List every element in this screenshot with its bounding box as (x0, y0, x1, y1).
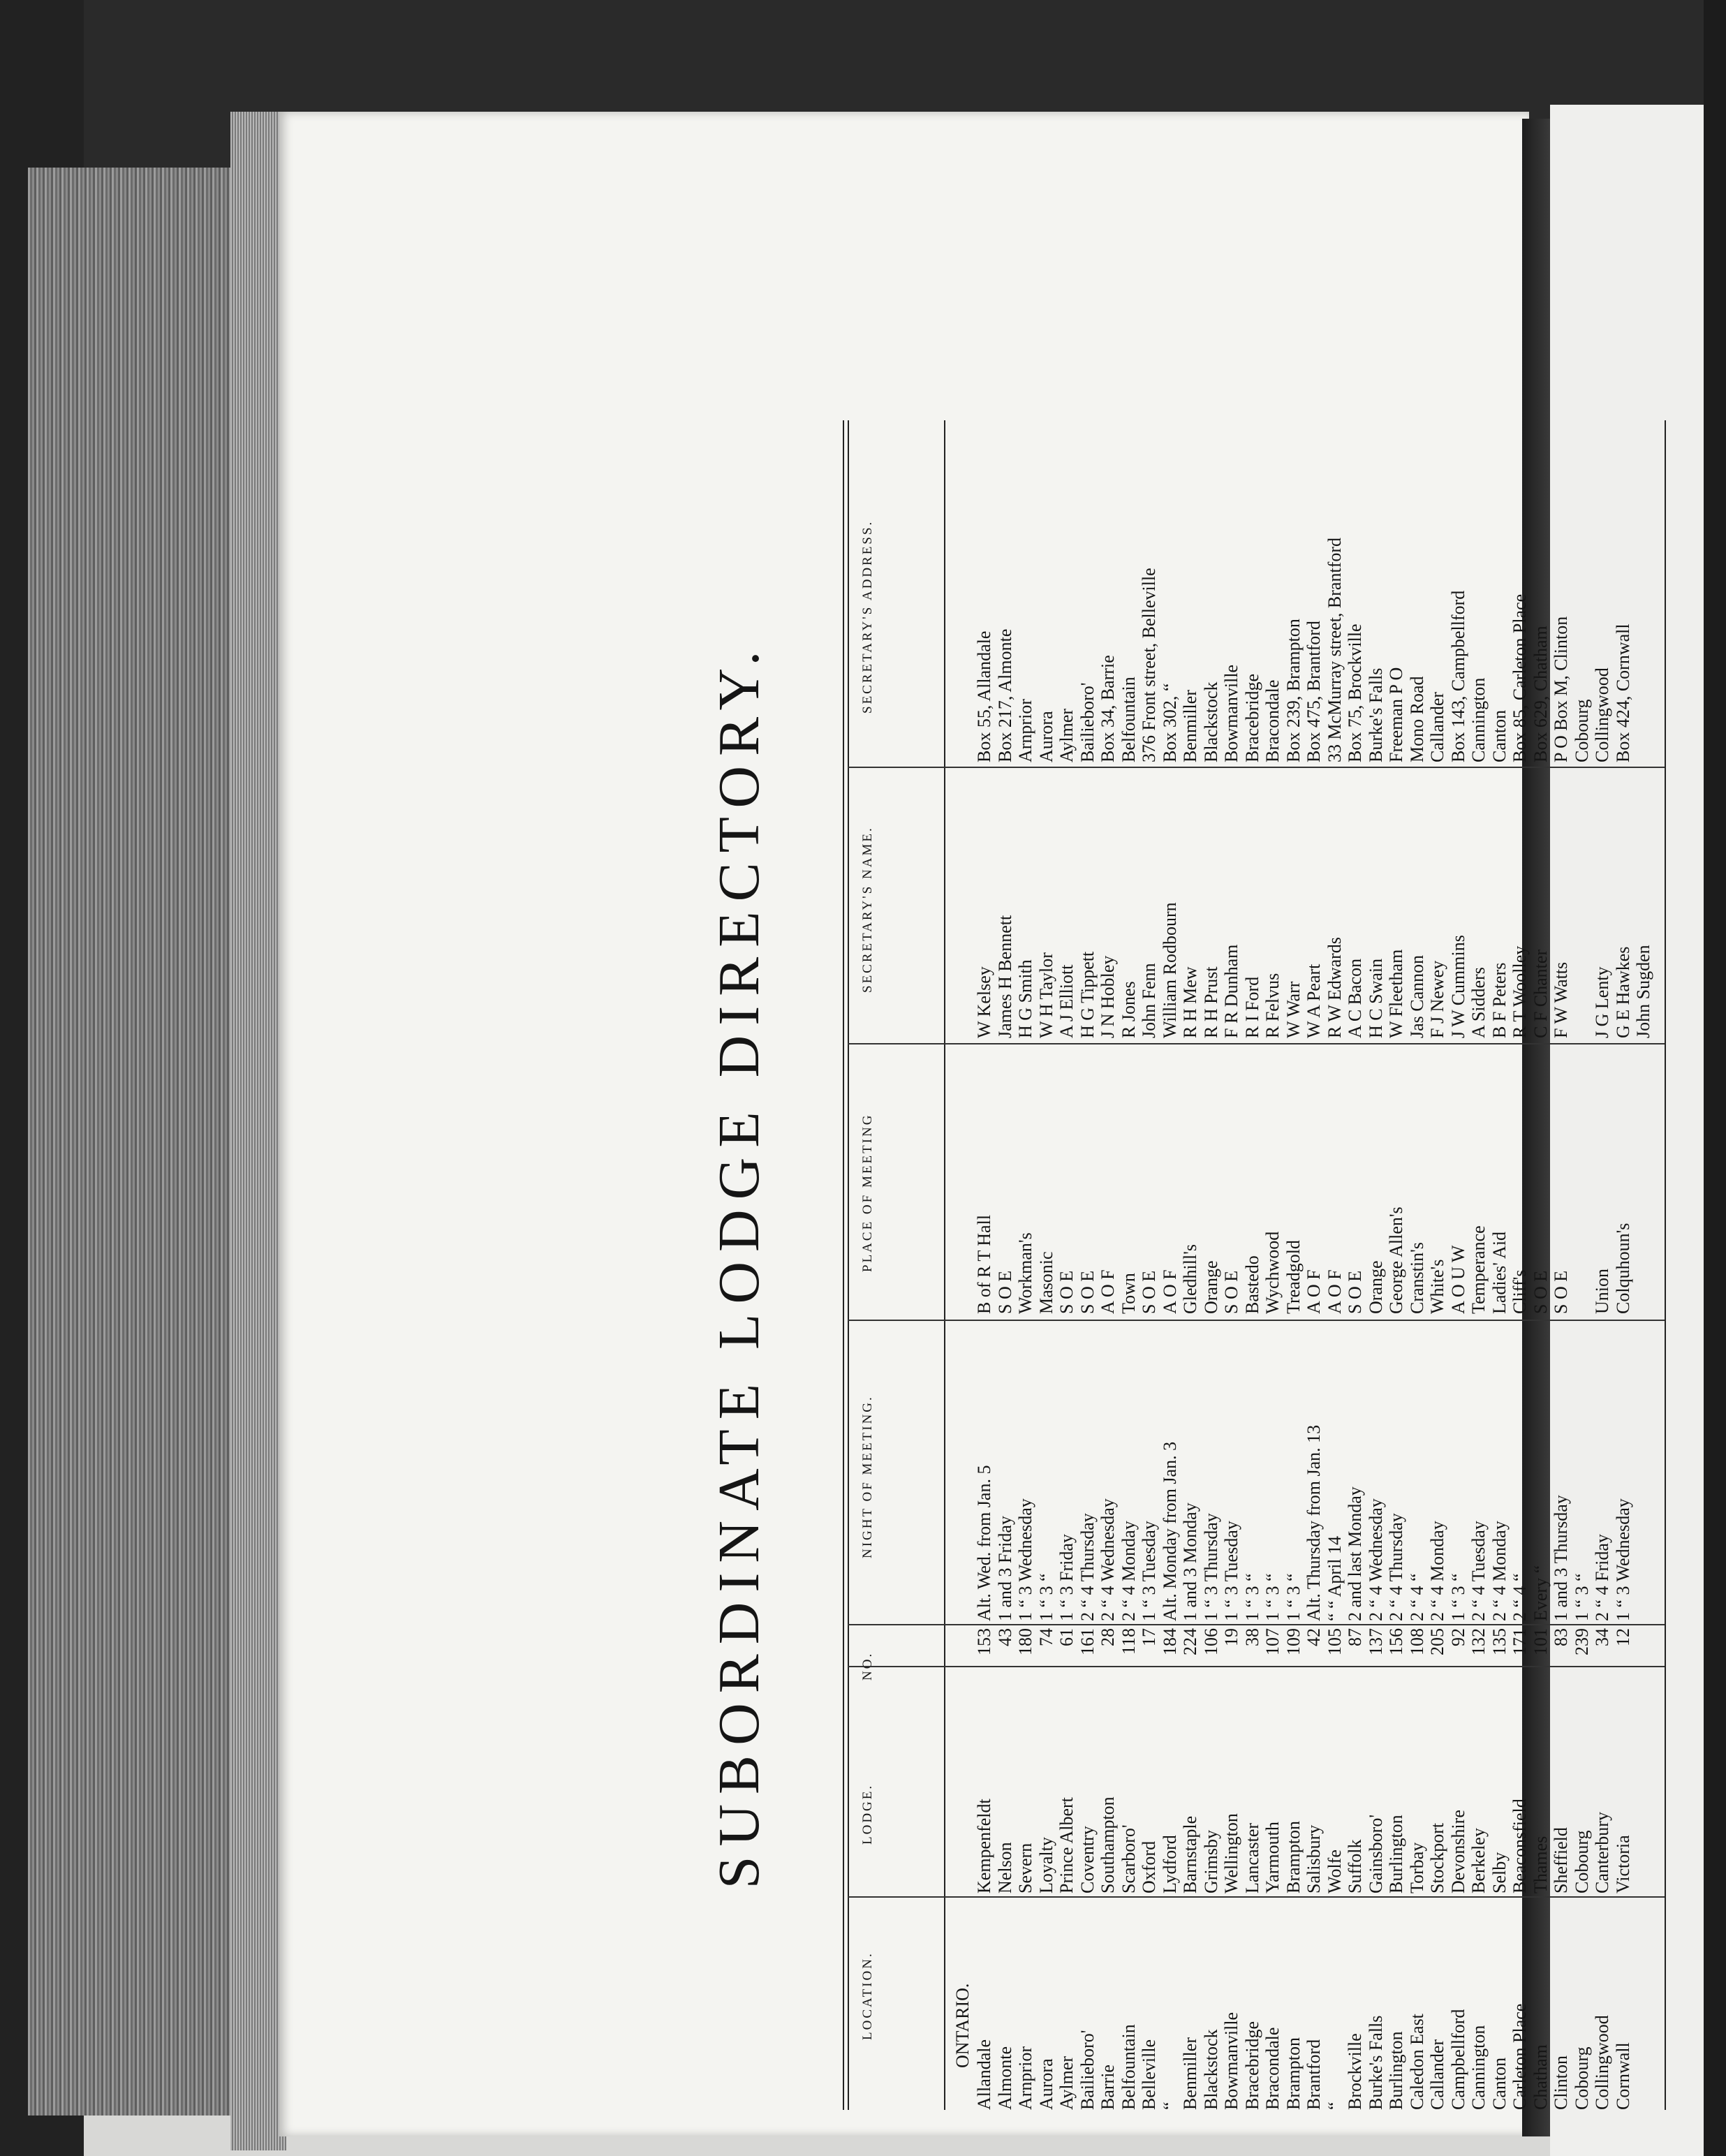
cell-address: Bracebridge (1241, 673, 1262, 762)
table-row (995, 420, 1015, 2110)
cell-place: Cliff's (1510, 1269, 1530, 1314)
cell-lodge: Canterbury (1592, 1812, 1612, 1893)
cell-lodge: Selby (1489, 1852, 1510, 1893)
cell-address: Box 75, Brockville (1345, 623, 1365, 762)
cell-night: 1 and 3 Thursday (1551, 1495, 1571, 1621)
table-row (1551, 420, 1571, 2110)
cell-night: 1 “ 3 “ (1035, 1573, 1056, 1621)
cell-night: 2 “ 4 Friday (1592, 1534, 1612, 1621)
cell-night: 1 “ 3 Wednesday (1015, 1498, 1035, 1621)
cell-lodge: Berkeley (1468, 1828, 1489, 1893)
cell-address: Blackstock (1200, 681, 1221, 762)
cell-no: 12 (1612, 1628, 1633, 1646)
cell-place: Union (1592, 1269, 1612, 1314)
cell-night: 2 “ 4 Tuesday (1468, 1521, 1489, 1621)
cell-lodge: Southampton (1098, 1796, 1118, 1893)
table-row (1530, 420, 1551, 2110)
cell-lodge: Stockport (1427, 1822, 1447, 1893)
cell-no: 108 (1406, 1628, 1427, 1655)
cell-no: 92 (1447, 1628, 1468, 1646)
table-row (1015, 420, 1035, 2110)
cell-name: William Rodbourn (1159, 902, 1180, 1038)
cell-place: Treadgold (1283, 1240, 1304, 1314)
cell-place: Town (1118, 1273, 1139, 1314)
cell-no: 87 (1345, 1628, 1365, 1646)
cell-name: W Fleetham (1386, 949, 1406, 1038)
cell-lodge: Salisbury (1304, 1824, 1324, 1893)
cell-location: Almonte (994, 2046, 1015, 2110)
cell-name: A J Elliott (1056, 964, 1077, 1038)
cell-place: S O E (1139, 1270, 1159, 1314)
cell-no: 161 (1077, 1628, 1098, 1655)
cell-location: Collingwood (1592, 2015, 1612, 2110)
cell-night: 1 “ 3 Tuesday (1139, 1521, 1159, 1621)
table-row (1201, 420, 1221, 2110)
cell-name: R H Mew (1180, 966, 1200, 1038)
cell-lodge: Lydford (1159, 1835, 1180, 1893)
cell-night: 2 “ 4 Monday (1427, 1521, 1447, 1621)
cell-location: Bailieboro' (1077, 2030, 1098, 2110)
cell-address: Collingwood (1592, 667, 1612, 762)
cell-no: 156 (1386, 1628, 1406, 1655)
cell-lodge: Prince Albert (1056, 1797, 1077, 1893)
cell-address: Aurora (1035, 711, 1056, 762)
cell-no: 132 (1468, 1628, 1489, 1655)
cell-place: Wychwood (1262, 1231, 1283, 1314)
cell-no: 105 (1324, 1628, 1345, 1655)
table-row (1448, 420, 1468, 2110)
cell-night: Alt. Wed. from Jan. 5 (974, 1465, 994, 1621)
cell-place: A O U W (1447, 1245, 1468, 1314)
cell-address: 376 Front street, Belleville (1139, 568, 1159, 762)
directory-document (693, 392, 1712, 2138)
cell-night: Alt. Monday from Jan. 3 (1159, 1441, 1180, 1621)
cell-location: Brockville (1345, 2033, 1365, 2110)
table-row (1345, 420, 1365, 2110)
cell-name: B F Peters (1489, 962, 1510, 1038)
header-night: NIGHT OF MEETING. (860, 1395, 875, 1558)
table-row (1489, 420, 1510, 2110)
cell-location: Callander (1427, 2039, 1447, 2110)
header-location: LOCATION. (860, 1951, 875, 2040)
header-no: NO. (860, 1651, 875, 1681)
cell-lodge: Wellington (1221, 1813, 1241, 1893)
table-row (1366, 420, 1386, 2110)
cell-no: 118 (1118, 1628, 1139, 1655)
cell-no: 135 (1489, 1628, 1510, 1655)
cell-no: 43 (994, 1628, 1015, 1646)
table-row (1242, 420, 1262, 2110)
cell-night: 2 “ 4 Wednesday (1365, 1498, 1386, 1621)
cell-location: Aylmer (1056, 2055, 1077, 2110)
cell-lodge: Suffolk (1345, 1839, 1365, 1893)
cell-address: Box 424, Cornwall (1612, 623, 1633, 762)
cell-location: Canton (1489, 2057, 1510, 2110)
cell-location: Benmiller (1180, 2037, 1200, 2110)
cell-place: S O E (1530, 1270, 1551, 1314)
table-row (1427, 420, 1447, 2110)
table-bottom-rule (1665, 420, 1666, 2110)
cell-no: 101 (1530, 1628, 1551, 1655)
cell-name: F J Newey (1427, 960, 1447, 1038)
cell-location: Bracebridge (1241, 2021, 1262, 2110)
cell-lodge: Nelson (994, 1842, 1015, 1893)
cell-location: Bracondale (1262, 2027, 1283, 2110)
cell-name: R H Prust (1200, 966, 1221, 1038)
header-place: PLACE OF MEETING (860, 1113, 875, 1272)
cell-no: 107 (1262, 1628, 1283, 1655)
cell-name: R I Ford (1241, 976, 1262, 1038)
cell-name: John Sugden (1633, 945, 1653, 1038)
cell-address: Benmiller (1180, 690, 1200, 762)
cell-name: J N Hobley (1098, 955, 1118, 1038)
cell-night: 1 “ 3 “ (1241, 1573, 1262, 1621)
cell-night: 2 and last Monday (1345, 1486, 1365, 1621)
cell-location: “ (1324, 2102, 1345, 2110)
cell-name: A C Bacon (1345, 958, 1365, 1038)
cell-location: Cannington (1468, 2025, 1489, 2110)
table-row (1407, 420, 1427, 2110)
cell-location: Belleville (1139, 2039, 1159, 2110)
cell-address: Box 302, “ (1159, 683, 1180, 762)
cell-night: 2 “ 4 Monday (1489, 1521, 1510, 1621)
cell-name: R T Woolley (1510, 945, 1530, 1038)
cell-no: 137 (1365, 1628, 1386, 1655)
cell-night: 2 “ 4 “ (1510, 1573, 1530, 1621)
cell-location: Brampton (1283, 2037, 1304, 2110)
cell-name: C F Chanter (1530, 949, 1551, 1038)
cell-location: Cornwall (1612, 2042, 1633, 2110)
cell-place: A O F (1098, 1269, 1118, 1314)
cell-night: 1 “ 3 Thursday (1200, 1513, 1221, 1621)
cell-place: S O E (1056, 1270, 1077, 1314)
cell-place: S O E (994, 1270, 1015, 1314)
cell-address: Bailieboro' (1077, 682, 1098, 762)
cell-no: 74 (1035, 1628, 1056, 1646)
cell-night: 1 “ 3 Tuesday (1221, 1521, 1241, 1621)
page-title: SUBORDINATE LODGE DIRECTORY. (707, 641, 772, 1889)
book-page-edges (28, 168, 237, 2116)
table-row (1221, 420, 1241, 2110)
cell-lodge: Torbay (1406, 1842, 1427, 1893)
cell-name: H C Swain (1365, 958, 1386, 1038)
cell-location: Allandale (974, 2039, 994, 2110)
cell-no: 106 (1200, 1628, 1221, 1655)
cell-night: 1 “ 3 “ (1571, 1573, 1592, 1621)
table-row (1468, 420, 1489, 2110)
cell-night: Every “ (1530, 1565, 1551, 1621)
cell-no: 171 (1510, 1628, 1530, 1655)
cell-place: George Allen's (1386, 1206, 1406, 1314)
cell-no: 17 (1139, 1628, 1159, 1646)
cell-location: Chatham (1530, 2044, 1551, 2110)
cell-location: Clinton (1551, 2055, 1571, 2110)
cell-place: Masonic (1035, 1251, 1056, 1314)
province-heading-row (952, 420, 973, 2110)
cell-no: 38 (1241, 1628, 1262, 1646)
table-row (1098, 420, 1118, 2110)
table-row (1160, 420, 1180, 2110)
header-name: SECRETARY'S NAME. (860, 826, 875, 993)
cell-name: W A Peart (1304, 963, 1324, 1038)
cell-night: 2 “ 4 Monday (1118, 1521, 1139, 1621)
cell-night: 1 and 3 Monday (1180, 1502, 1200, 1621)
cell-name: Jas Cannon (1406, 954, 1427, 1038)
cell-place: A O F (1304, 1269, 1324, 1314)
cell-place: Ladies' Aid (1489, 1231, 1510, 1314)
cell-name: J W Cummins (1447, 935, 1468, 1038)
cell-lodge: Kempenfeldt (974, 1799, 994, 1893)
table-row (1510, 420, 1530, 2110)
cell-address: P O Box M, Clinton (1551, 616, 1571, 762)
cell-address: Cobourg (1571, 699, 1592, 762)
cell-place: S O E (1345, 1270, 1365, 1314)
cell-lodge: Lancaster (1241, 1822, 1262, 1893)
table-row (1056, 420, 1077, 2110)
cell-address: Canton (1489, 709, 1510, 762)
table-row (1386, 420, 1406, 2110)
cell-no: 61 (1056, 1628, 1077, 1646)
cell-name: John Fenn (1139, 963, 1159, 1038)
cell-location: Arnprior (1015, 2046, 1035, 2110)
table-row (1180, 420, 1200, 2110)
cell-night: 2 “ 4 Thursday (1077, 1513, 1098, 1621)
cell-location: Blackstock (1200, 2029, 1221, 2110)
cell-no: 19 (1221, 1628, 1241, 1646)
cell-lodge: Severn (1015, 1843, 1035, 1893)
cell-place: Orange (1365, 1260, 1386, 1314)
cell-address: Box 55, Allandale (974, 630, 994, 762)
cell-lodge: Sheffield (1551, 1827, 1571, 1893)
cell-name: R Jones (1118, 981, 1139, 1038)
province-heading: ONTARIO. (952, 1983, 973, 2068)
cell-place: S O E (1077, 1270, 1098, 1314)
cell-no: 28 (1098, 1628, 1118, 1646)
cell-location: Caledon East (1406, 2014, 1427, 2110)
cell-name: G E Hawkes (1612, 946, 1633, 1038)
cell-address: Cannington (1468, 677, 1489, 762)
cell-no: 184 (1159, 1628, 1180, 1655)
cell-night: 2 “ 4 Thursday (1386, 1513, 1406, 1621)
cell-no: 224 (1180, 1628, 1200, 1655)
cell-address: Callander (1427, 691, 1447, 762)
cell-night: Alt. Thursday from Jan. 13 (1304, 1424, 1324, 1621)
cell-lodge: Scarboro' (1118, 1824, 1139, 1893)
cell-location: “ (1159, 2102, 1180, 2110)
table-row (1283, 420, 1304, 2110)
cell-name: F W Watts (1551, 961, 1571, 1038)
cell-lodge: Burlington (1386, 1815, 1406, 1893)
cell-no: 83 (1551, 1628, 1571, 1646)
cell-lodge: Devonshire (1447, 1810, 1468, 1893)
cell-night: “ “ April 14 (1324, 1535, 1345, 1621)
cell-place: Orange (1200, 1260, 1221, 1314)
cell-location: Burlington (1386, 2031, 1406, 2110)
table-row (1119, 420, 1139, 2110)
cell-address: Burke's Falls (1365, 667, 1386, 762)
table-row (1262, 420, 1283, 2110)
cell-night: 2 “ 4 Wednesday (1098, 1498, 1118, 1621)
table-row (1304, 420, 1324, 2110)
table-row (1325, 420, 1345, 2110)
cell-place: White's (1427, 1259, 1447, 1314)
cell-night: 1 “ 3 “ (1262, 1573, 1283, 1621)
table-row (1592, 420, 1612, 2110)
cell-name: A Sidders (1468, 967, 1489, 1038)
cell-place: A O F (1159, 1269, 1180, 1314)
cell-name: W H Taylor (1035, 952, 1056, 1038)
cell-name: H G Smith (1015, 959, 1035, 1038)
cell-lodge: Coventry (1077, 1826, 1098, 1893)
cell-name: James H Bennett (994, 915, 1015, 1038)
cell-address: Arnprior (1015, 699, 1035, 762)
cell-address: Box 143, Campbellford (1447, 590, 1468, 762)
header-address: SECRETARY'S ADDRESS. (860, 519, 875, 714)
table-row (1077, 420, 1098, 2110)
cell-place: A O F (1324, 1269, 1345, 1314)
cell-location: Belfountain (1118, 2024, 1139, 2110)
table-row (974, 420, 994, 2110)
header-lodge: LODGE. (860, 1783, 875, 1845)
cell-name: F R Dunham (1221, 944, 1241, 1038)
cell-address: 33 McMurray street, Brantford (1324, 537, 1345, 762)
cell-name: H G Tippett (1077, 951, 1098, 1038)
cell-address: Aylmer (1056, 708, 1077, 762)
table-row (1572, 420, 1592, 2110)
cell-lodge: Victoria (1612, 1835, 1633, 1893)
cell-address: Mono Road (1406, 676, 1427, 762)
cell-address: Box 217, Almonte (994, 628, 1015, 762)
cell-no: 42 (1304, 1628, 1324, 1646)
cell-night: 1 “ 3 Wednesday (1612, 1498, 1633, 1621)
cell-address: Freeman P O (1386, 667, 1406, 762)
cell-place: Gledhill's (1180, 1243, 1200, 1314)
header-rule-top (843, 420, 844, 2110)
cell-place: S O E (1221, 1270, 1241, 1314)
book-page-edges-inner (230, 112, 286, 2150)
cell-place: Bastedo (1241, 1255, 1262, 1314)
header-rule-top-double (848, 420, 849, 2110)
cell-night: 1 “ 3 “ (1447, 1573, 1468, 1621)
cell-place: Temperance (1468, 1225, 1489, 1314)
cell-lodge: Cobourg (1571, 1830, 1592, 1893)
cell-address: Box 239, Brampton (1283, 619, 1304, 762)
cell-lodge: Barnstaple (1180, 1815, 1200, 1893)
cell-night: 2 “ 4 “ (1406, 1573, 1427, 1621)
cell-location: Barrie (1098, 2065, 1118, 2110)
cell-location: Campbellford (1447, 2009, 1468, 2110)
cell-lodge: Wolfe (1324, 1849, 1345, 1893)
cell-no: 109 (1283, 1628, 1304, 1655)
cell-address: Box 629, Chatham (1530, 626, 1551, 762)
cell-lodge: Loyalty (1035, 1837, 1056, 1893)
cell-no: 180 (1015, 1628, 1035, 1655)
cell-no: 34 (1592, 1628, 1612, 1646)
cell-address: Box 475, Brantford (1304, 621, 1324, 762)
cell-location: Carleton Place (1510, 2003, 1530, 2110)
cell-address: Box 34, Barrie (1098, 655, 1118, 762)
cell-place: Cranstin's (1406, 1242, 1427, 1314)
cell-place: Workman's (1015, 1232, 1035, 1314)
cell-name: W Warr (1283, 981, 1304, 1038)
cell-location: Bowmanville (1221, 2011, 1241, 2110)
cell-location: Aurora (1035, 2058, 1056, 2110)
cell-lodge: Brampton (1283, 1821, 1304, 1893)
table-row (1613, 420, 1633, 2110)
cell-address: Box 85, Carleton Place (1510, 593, 1530, 762)
cell-lodge: Grimsby (1200, 1830, 1221, 1893)
header-rule-bottom (944, 420, 945, 2110)
cell-lodge: Oxford (1139, 1840, 1159, 1893)
cell-lodge: Thames (1530, 1836, 1551, 1893)
cell-address: Belfountain (1118, 677, 1139, 762)
cell-name: R W Edwards (1324, 937, 1345, 1038)
cell-night: 1 “ 3 “ (1283, 1573, 1304, 1621)
cell-lodge: Beaconsfield (1510, 1799, 1530, 1893)
cell-lodge: Gainsboro' (1365, 1814, 1386, 1893)
cell-no: 239 (1571, 1628, 1592, 1655)
table-row (1036, 420, 1056, 2110)
table-row (1139, 420, 1159, 2110)
cell-place: B of R T Hall (974, 1214, 994, 1314)
cell-location: Burke's Falls (1365, 2015, 1386, 2110)
cell-lodge: Yarmouth (1262, 1822, 1283, 1893)
cell-no: 153 (974, 1628, 994, 1655)
cell-no: 205 (1427, 1628, 1447, 1655)
cell-name: R Felvus (1262, 973, 1283, 1038)
cell-address: Bracondale (1262, 679, 1283, 762)
cell-name: J G Lenty (1592, 966, 1612, 1038)
cell-night: 1 “ 3 Friday (1056, 1534, 1077, 1621)
cell-name: W Kelsey (974, 966, 994, 1038)
cell-place: Colquhoun's (1612, 1223, 1633, 1314)
cell-night: 1 and 3 Friday (994, 1516, 1015, 1621)
cell-place: S O E (1551, 1270, 1571, 1314)
table-row (1633, 420, 1653, 2110)
cell-location: Cobourg (1571, 2046, 1592, 2110)
cell-location: Brantford (1304, 2039, 1324, 2110)
cell-address: Bowmanville (1221, 664, 1241, 762)
